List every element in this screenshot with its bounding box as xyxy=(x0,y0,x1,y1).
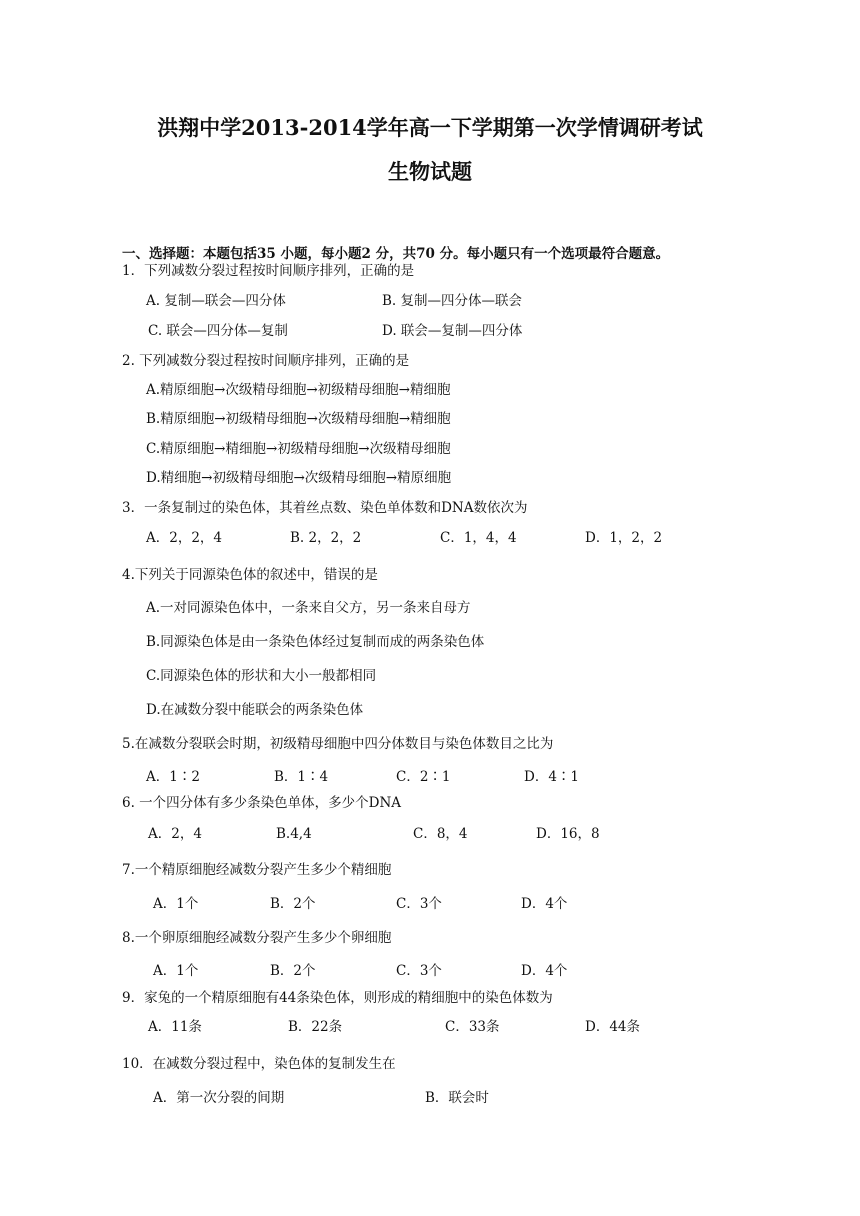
question-option: C．1，4，4 xyxy=(440,530,517,546)
question-option: A．1个 xyxy=(153,896,199,912)
question-option: B.同源染色体是由一条染色体经过复制而成的两条染色体 xyxy=(146,634,485,650)
question-stem: 4.下列关于同源染色体的叙述中，错误的是 xyxy=(122,567,378,583)
question-stem: 1．下列减数分裂过程按时间顺序排列，正确的是 xyxy=(122,263,415,279)
question-option: B．1∶4 xyxy=(274,769,329,785)
question-option: C．2∶1 xyxy=(396,769,451,785)
question-option: C. 联会—四分体—复制 xyxy=(148,323,288,339)
question-option: A．1个 xyxy=(153,963,199,979)
question-option: B. 复制—四分体—联会 xyxy=(382,293,523,309)
question-option: D.在减数分裂中能联会的两条染色体 xyxy=(146,702,364,718)
question-option: B.4,4 xyxy=(276,826,312,842)
question-option: B.精原细胞→初级精母细胞→次级精母细胞→精细胞 xyxy=(146,411,451,427)
question-option: D．4个 xyxy=(521,963,568,979)
question-stem: 10．在减数分裂过程中，染色体的复制发生在 xyxy=(122,1056,396,1072)
question-option: A．2，2，4 xyxy=(146,530,223,546)
question-option: C.同源染色体的形状和大小一般都相同 xyxy=(146,668,377,684)
question-option: C．3个 xyxy=(396,963,442,979)
question-option: B. 2，2，2 xyxy=(290,530,362,546)
question-option: B．2个 xyxy=(270,963,316,979)
question-option: D．4个 xyxy=(521,896,568,912)
question-option: D. 联会—复制—四分体 xyxy=(382,323,523,339)
question-option: C.精原细胞→精细胞→初级精母细胞→次级精母细胞 xyxy=(146,441,451,457)
question-option: A.精原细胞→次级精母细胞→初级精母细胞→精细胞 xyxy=(146,382,451,398)
question-stem: 3．一条复制过的染色体，其着丝点数、染色单体数和DNA数依次为 xyxy=(122,500,528,516)
question-stem: 6. 一个四分体有多少条染色单体，多少个DNA xyxy=(122,795,402,811)
question-option: A．2，4 xyxy=(148,826,202,842)
question-option: A. 复制—联会—四分体 xyxy=(146,293,286,309)
question-option: C．33条 xyxy=(445,1019,500,1035)
exam-title: 洪翔中学2013-2014学年高一下学期第一次学情调研考试 xyxy=(157,115,703,140)
question-stem: 8.一个卵原细胞经减数分裂产生多少个卵细胞 xyxy=(122,930,392,946)
question-option: C．8，4 xyxy=(413,826,468,842)
question-option: A．第一次分裂的间期 xyxy=(153,1090,285,1106)
question-option: D.精细胞→初级精母细胞→次级精母细胞→精原细胞 xyxy=(146,470,452,486)
question-option: B．22条 xyxy=(288,1019,343,1035)
question-option: C．3个 xyxy=(396,896,442,912)
question-option: A．1∶2 xyxy=(146,769,200,785)
question-option: B．2个 xyxy=(270,896,316,912)
question-stem: 9．家兔的一个精原细胞有44条染色体，则形成的精细胞中的染色体数为 xyxy=(122,990,553,1006)
question-option: D．16，8 xyxy=(536,826,600,842)
question-option: D．44条 xyxy=(585,1019,641,1035)
question-stem: 2. 下列减数分裂过程按时间顺序排列，正确的是 xyxy=(122,353,410,369)
question-stem: 7.一个精原细胞经减数分裂产生多少个精细胞 xyxy=(122,862,392,878)
exam-subtitle: 生物试题 xyxy=(388,159,472,184)
section-heading: 一、选择题：本题包括35 小题，每小题2 分，共70 分。每小题只有一个选项最符合题意。 xyxy=(122,246,670,262)
question-option: D．1，2，2 xyxy=(585,530,663,546)
question-stem: 5.在减数分裂联会时期，初级精母细胞中四分体数目与染色体数目之比为 xyxy=(122,736,554,752)
question-option: A.一对同源染色体中，一条来自父方，另一条来自母方 xyxy=(146,600,471,616)
question-option: B．联会时 xyxy=(425,1090,489,1106)
question-option: D．4∶1 xyxy=(524,769,580,785)
question-option: A．11条 xyxy=(148,1019,202,1035)
